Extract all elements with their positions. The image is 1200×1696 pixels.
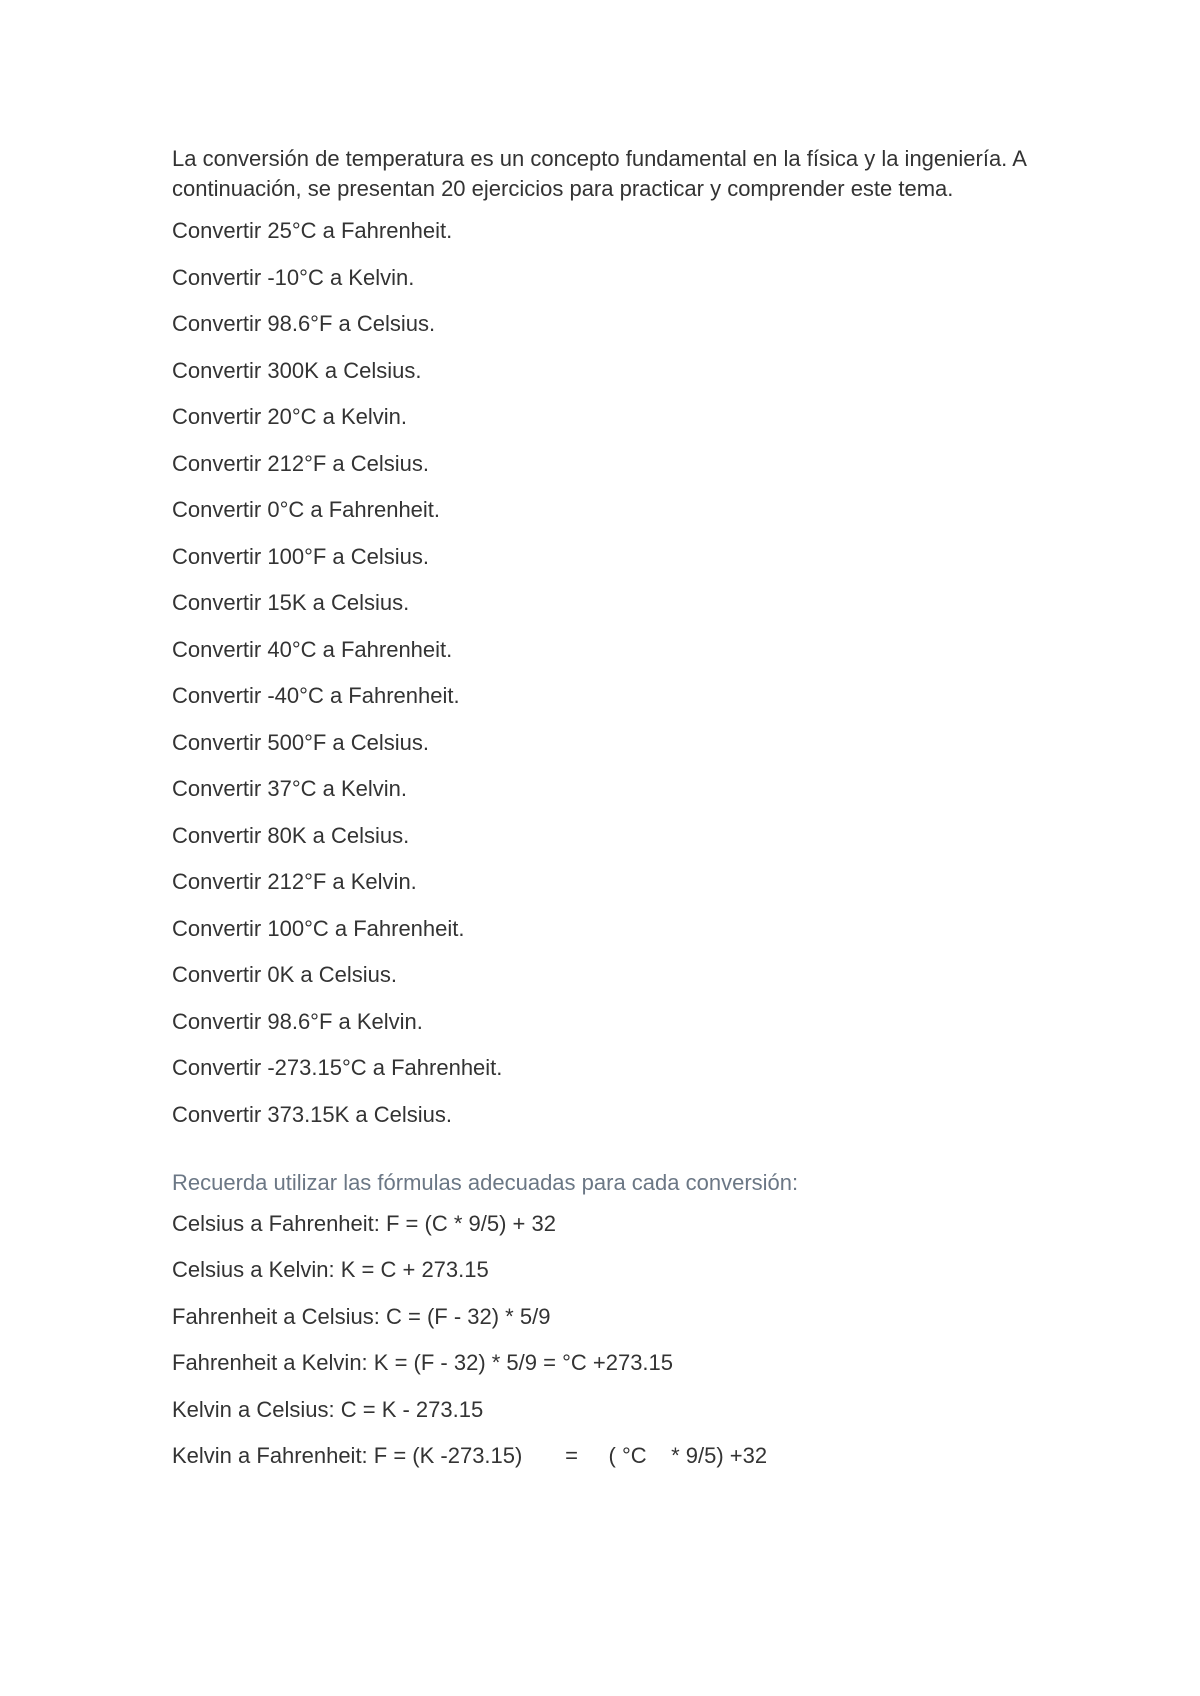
exercise-item: Convertir 100°C a Fahrenheit. [172, 915, 465, 941]
exercise-item: Convertir -10°C a Kelvin. [172, 264, 415, 290]
exercise-item: Convertir 37°C a Kelvin. [172, 776, 408, 801]
exercise-item: Convertir 98.6°F a Kelvin. [172, 1008, 423, 1034]
exercise-item: Convertir 25°C a Fahrenheit. [172, 218, 453, 243]
formula-item: Celsius a Kelvin: K = C + 273.15 [172, 1257, 489, 1282]
exercise-item: Convertir 212°F a Kelvin. [172, 869, 417, 894]
formula-item: Kelvin a Celsius: C = K - 273.15 [172, 1396, 484, 1422]
formula-reminder-heading: Recuerda utilizar las fórmulas adecuadas para cada conversión: [172, 1169, 799, 1195]
exercise-item: Convertir 98.6°F a Celsius. [172, 311, 436, 336]
formula-item: Celsius a Fahrenheit: F = (C * 9/5) + 32 [172, 1210, 556, 1236]
intro-paragraph: La conversión de temperatura es un concepto fundamental en la física y la ingeniería. A continuación, se presentan 20 ejercicios para practicar y comprender este tema. [172, 146, 1026, 201]
exercise-item: Convertir 373.15K a Celsius. [172, 1101, 453, 1127]
exercise-item: Convertir 0°C a Fahrenheit. [172, 497, 441, 522]
exercise-item: Convertir -273.15°C a Fahrenheit. [172, 1055, 503, 1080]
exercise-item: Convertir 80K a Celsius. [172, 822, 410, 848]
exercise-item: Convertir 40°C a Fahrenheit. [172, 636, 453, 662]
exercise-item: Convertir 300K a Celsius. [172, 357, 422, 383]
formula-list [172, 1209, 1032, 1472]
exercise-item: Convertir 100°F a Celsius. [172, 543, 430, 569]
exercise-item: Convertir 15K a Celsius. [172, 590, 410, 615]
formula-item: Kelvin a Fahrenheit: F = (K -273.15) = ( °C * 9/5) +32 [172, 1443, 768, 1468]
exercise-item: Convertir 20°C a Kelvin. [172, 404, 408, 429]
formula-item: Fahrenheit a Celsius: C = (F - 32) * 5/9 [172, 1303, 551, 1329]
exercise-list [172, 216, 1032, 1130]
exercise-item: Convertir 212°F a Celsius. [172, 450, 430, 476]
formula-item: Fahrenheit a Kelvin: K = (F - 32) * 5/9 = °C +273.15 [172, 1350, 674, 1375]
document-page [172, 144, 1032, 1488]
exercise-item: Convertir -40°C a Fahrenheit. [172, 683, 460, 708]
exercise-item: Convertir 0K a Celsius. [172, 962, 397, 987]
exercise-item: Convertir 500°F a Celsius. [172, 729, 430, 755]
